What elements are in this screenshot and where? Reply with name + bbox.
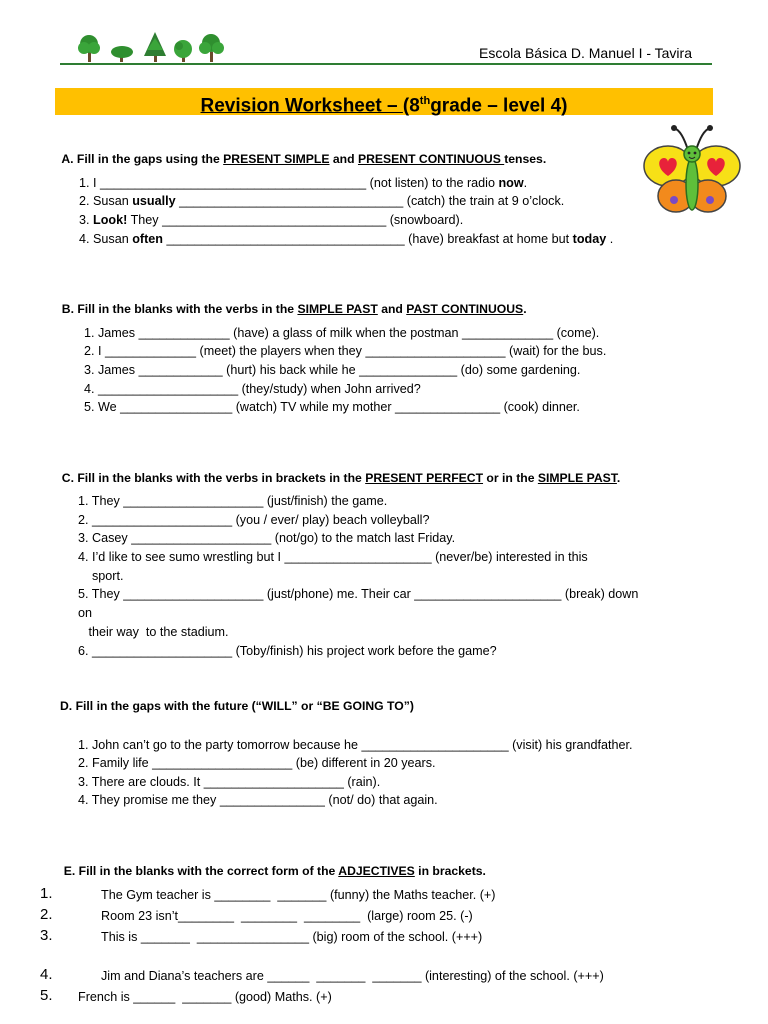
butterfly-illustration bbox=[640, 120, 744, 224]
exercise-e-number-3: 3. bbox=[40, 927, 53, 944]
exercise-a-item-3: 3. Look! They ________________________________ (snowboard). bbox=[79, 213, 464, 227]
exercise-e-item-4: Jim and Diana’s teachers are ______ _______ _______ (interesting) of the school. (+++) bbox=[101, 969, 604, 983]
exercise-c-item-5-cont-a: on bbox=[78, 606, 93, 620]
exercise-d-item-1: 1. John can’t go to the party tomorrow because he _____________________ (visit) his grandfather. bbox=[78, 738, 633, 752]
exercise-a-item-2: 2. Susan usually ________________________________ (catch) the train at 9 o’clock. bbox=[79, 194, 565, 208]
exercise-e-item-5: French is ______ _______ (good) Maths. (+) bbox=[78, 990, 332, 1004]
section-b-heading: B. Fill in the blanks with the verbs in the SIMPLE PAST and PAST CONTINUOUS. bbox=[61, 302, 527, 316]
exercise-b-item-5: 5. We ________________ (watch) TV while my mother _______________ (cook) dinner. bbox=[84, 400, 580, 414]
exercise-c-item-2: 2. ____________________ (you / ever/ play) beach volleyball? bbox=[78, 513, 430, 527]
exercise-d-item-3: 3. There are clouds. It ____________________ (rain). bbox=[78, 775, 381, 789]
section-d-heading: D. Fill in the gaps with the future (“WILL” or “BE GOING TO”) bbox=[60, 699, 414, 713]
exercise-c-item-5: 5. They ____________________ (just/phone) me. Their car _____________________ (break) down bbox=[78, 587, 639, 601]
page-title-main: Revision Worksheet – bbox=[200, 95, 403, 117]
exercise-e-number-1: 1. bbox=[40, 885, 53, 902]
exercise-e-number-5: 5. bbox=[40, 987, 53, 1004]
page-title: Revision Worksheet – (8thgrade – level 4) bbox=[200, 95, 568, 117]
exercise-e-item-2: Room 23 isn’t________ ________ ________ (large) room 25. (-) bbox=[101, 909, 473, 923]
exercise-c-item-5-cont-b: their way to the stadium. bbox=[78, 625, 229, 639]
exercise-e-number-2: 2. bbox=[40, 906, 53, 923]
exercise-b-item-1: 1. James _____________ (have) a glass of milk when the postman _____________ (come). bbox=[84, 326, 600, 340]
exercise-e-number-4: 4. bbox=[40, 966, 53, 983]
section-e-heading: E. Fill in the blanks with the correct form of the ADJECTIVES in brackets. bbox=[63, 864, 486, 878]
exercise-c-item-1: 1. They ____________________ (just/finish) the game. bbox=[78, 494, 388, 508]
header-trees-decoration bbox=[72, 30, 232, 64]
exercise-d-item-4: 4. They promise me they _______________ (not/ do) that again. bbox=[78, 793, 438, 807]
header-rule bbox=[60, 63, 712, 65]
exercise-d-item-2: 2. Family life ____________________ (be) different in 20 years. bbox=[78, 756, 436, 770]
exercise-e-item-3: This is _______ ________________ (big) room of the school. (+++) bbox=[101, 930, 483, 944]
exercise-c-item-4: 4. I’d like to see sumo wrestling but I _____________________ (never/be) interested in this bbox=[78, 550, 588, 564]
exercise-b-item-3: 3. James ____________ (hurt) his back while he ______________ (do) some gardening. bbox=[84, 363, 581, 377]
exercise-c-item-6: 6. ____________________ (Toby/finish) his project work before the game? bbox=[78, 644, 497, 658]
exercise-a-item-1: 1. I ______________________________________ (not listen) to the radio now. bbox=[79, 176, 528, 190]
section-a-heading: A. Fill in the gaps using the PRESENT SIMPLE and PRESENT CONTINUOUS tenses. bbox=[61, 152, 547, 166]
section-c-heading: C. Fill in the blanks with the verbs in brackets in the PRESENT PERFECT or in the SIMPLE PAST. bbox=[61, 471, 621, 485]
school-name: Escola Básica D. Manuel I - Tavira bbox=[479, 45, 692, 61]
exercise-b-item-4: 4. ____________________ (they/study) when John arrived? bbox=[84, 382, 421, 396]
exercise-b-item-2: 2. I _____________ (meet) the players when they ____________________ (wait) for the bus. bbox=[84, 344, 607, 358]
exercise-c-item-4-cont: sport. bbox=[78, 569, 124, 583]
exercise-e-item-1: The Gym teacher is ________ _______ (funny) the Maths teacher. (+) bbox=[101, 888, 496, 902]
exercise-a-item-4: 4. Susan often __________________________________ (have) breakfast at home but today . bbox=[79, 232, 614, 246]
exercise-c-item-3: 3. Casey ____________________ (not/go) to the match last Friday. bbox=[78, 531, 456, 545]
